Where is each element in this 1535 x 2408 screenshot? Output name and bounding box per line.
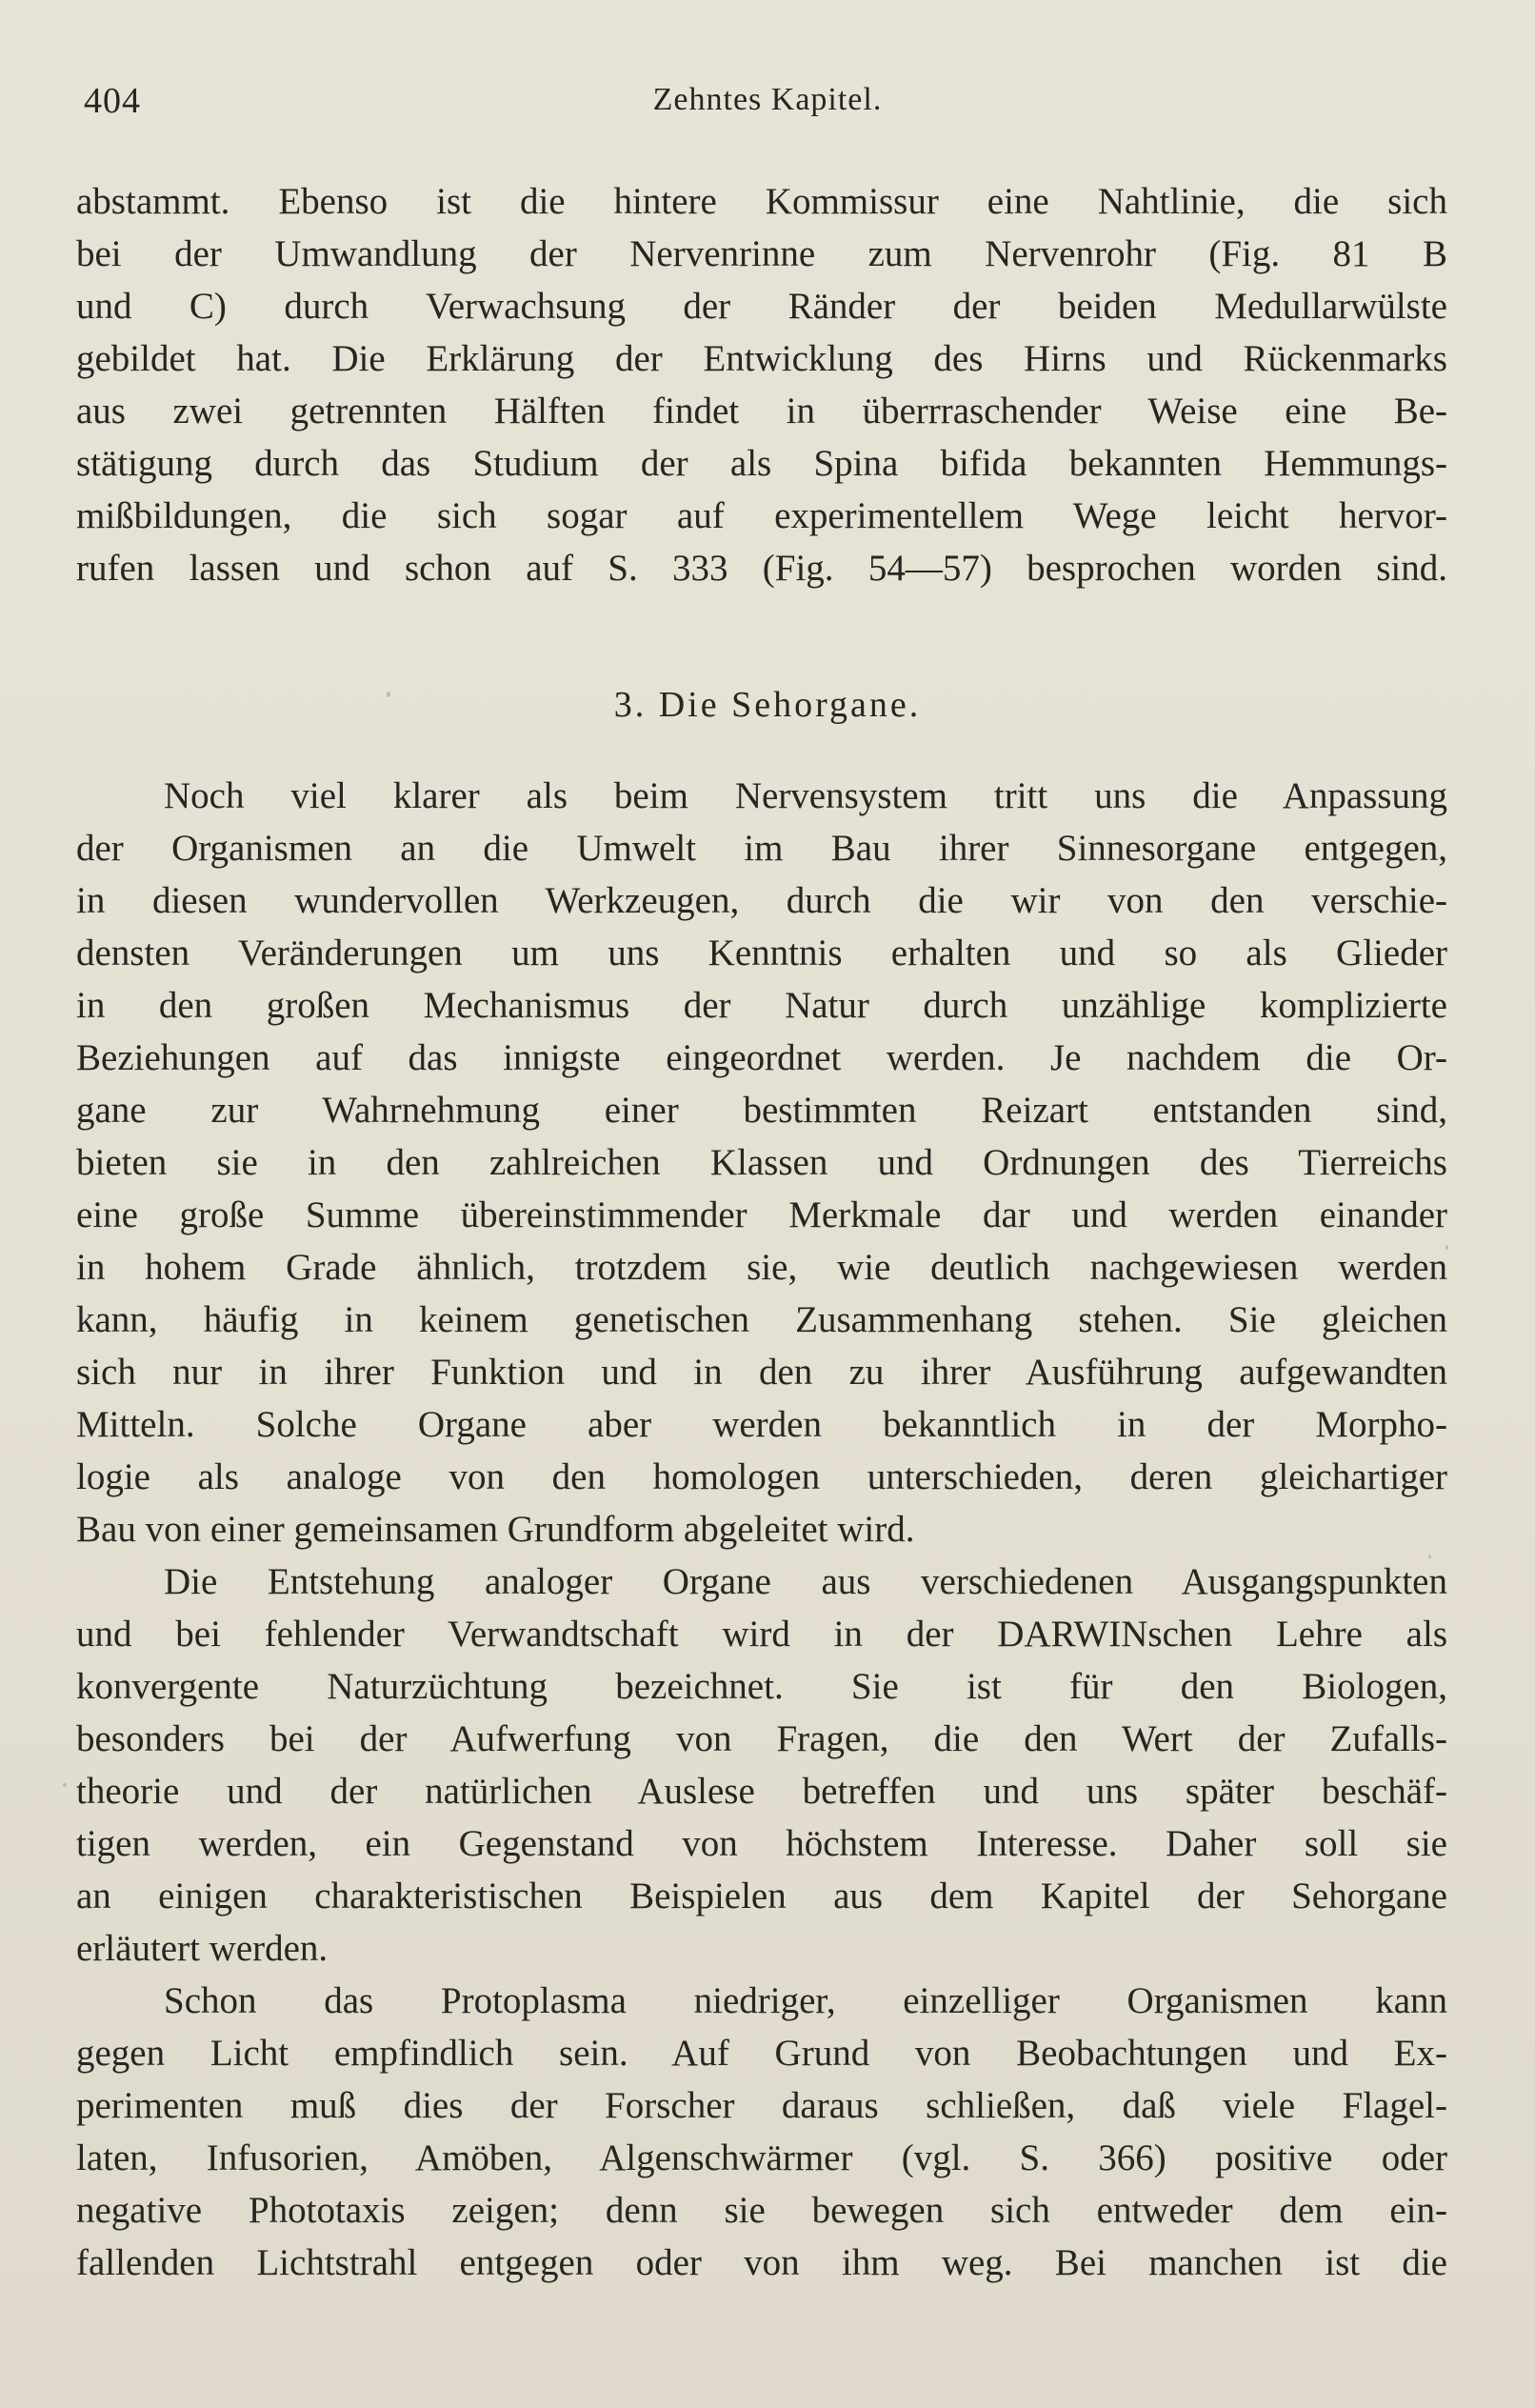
text-line: Mitteln. Solche Organe aber werden bekanntlich in der Morpho-	[76, 1404, 1447, 1445]
text-line: in hohem Grade ähnlich, trotzdem sie, wie deutlich nachgewiesen werden	[76, 1247, 1447, 1288]
text-line: tigen werden, ein Gegenstand von höchstem Interesse. Daher soll sie	[76, 1823, 1447, 1864]
text-line: Bau von einer gemeinsamen Grundform abgeleitet wird.	[76, 1509, 915, 1550]
paper-speck	[1428, 1555, 1431, 1558]
text-line: gebildet hat. Die Erklärung der Entwicklung des Hirns und Rückenmarks	[76, 338, 1447, 379]
text-line: perimenten muß dies der Forscher daraus schließen, daß viele Flagel-	[76, 2085, 1447, 2126]
text-line: sich nur in ihrer Funktion und in den zu ihrer Ausführung aufgewandten	[76, 1352, 1447, 1393]
text-line: bei der Umwandlung der Nervenrinne zum Nervenrohr (Fig. 81 B	[76, 233, 1447, 274]
text-line: in diesen wundervollen Werkzeugen, durch die wir von den verschie-	[76, 880, 1447, 921]
text-line: konvergente Naturzüchtung bezeichnet. Sie ist für den Biologen,	[76, 1666, 1447, 1707]
text-line: Noch viel klarer als beim Nervensystem tritt uns die Anpassung	[164, 775, 1447, 816]
paragraph-sense-organs	[76, 770, 1447, 2289]
paper-speck	[387, 692, 390, 697]
text-line: Beziehungen auf das innigste eingeordnet werden. Je nachdem die Or-	[76, 1037, 1447, 1078]
text-line: densten Veränderungen um uns Kenntnis erhalten und so als Glieder	[76, 933, 1447, 973]
text-line: der Organismen an die Umwelt im Bau ihrer Sinnesorgane entgegen,	[76, 828, 1447, 869]
text-line: in den großen Mechanismus der Natur durch unzählige komplizierte	[76, 985, 1447, 1026]
paper-speck	[63, 1783, 67, 1787]
text-line: stätigung durch das Studium der als Spina bifida bekannten Hemmungs-	[76, 443, 1447, 484]
text-line: an einigen charakteristischen Beispielen aus dem Kapitel der Sehorgane	[76, 1876, 1447, 1916]
text-line: logie als analoge von den homologen unterschieden, deren gleichartiger	[76, 1456, 1447, 1497]
text-line: eine große Summe übereinstimmender Merkmale dar und werden einander	[76, 1194, 1447, 1235]
text-line: bieten sie in den zahlreichen Klassen und Ordnungen des Tierreichs	[76, 1142, 1447, 1183]
text-line: erläutert werden.	[76, 1928, 329, 1969]
text-line: kann, häufig in keinem genetischen Zusammenhang stehen. Sie gleichen	[76, 1299, 1447, 1340]
text-line: theorie und der natürlichen Auslese betreffen und uns später beschäf-	[76, 1771, 1447, 1812]
text-line: rufen lassen und schon auf S. 333 (Fig. 54—57) besprochen worden sind.	[76, 548, 1447, 589]
text-line: gane zur Wahrnehmung einer bestimmten Reizart entstanden sind,	[76, 1090, 1447, 1131]
text-line: und C) durch Verwachsung der Ränder der beiden Medullarwülste	[76, 286, 1447, 327]
text-line: Die Entstehung analoger Organe aus verschiedenen Ausgangspunkten	[164, 1561, 1447, 1602]
text-line: mißbildungen, die sich sogar auf experimentellem Wege leicht hervor-	[76, 495, 1447, 536]
running-head	[84, 80, 1451, 128]
paper-speck	[1445, 1245, 1448, 1250]
text-line: laten, Infusorien, Amöben, Algenschwärmer (vgl. S. 366) positive oder	[76, 2137, 1447, 2178]
text-line: Schon das Protoplasma niedriger, einzelliger Organismen kann	[164, 1980, 1447, 2021]
running-title: Zehntes Kapitel.	[652, 82, 883, 117]
text-line: besonders bei der Aufwerfung von Fragen, die den Wert der Zufalls-	[76, 1718, 1447, 1759]
page-number: 404	[84, 81, 141, 121]
text-line: gegen Licht empfindlich sein. Auf Grund von Beobachtungen und Ex-	[76, 2033, 1447, 2074]
paragraph-nervous-system-closing	[76, 175, 1447, 594]
text-line: aus zwei getrennten Hälften findet in überrraschender Weise eine Be-	[76, 391, 1447, 431]
text-line: abstammt. Ebenso ist die hintere Kommissur eine Nahtlinie, die sich	[76, 181, 1447, 222]
text-line: und bei fehlender Verwandtschaft wird in der DARWINschen Lehre als	[76, 1614, 1447, 1655]
section-heading: 3. Die Sehorgane.	[613, 685, 922, 725]
text-line: fallenden Lichtstrahl entgegen oder von ihm weg. Bei manchen ist die	[76, 2242, 1447, 2283]
text-line: negative Phototaxis zeigen; denn sie bewegen sich entweder dem ein-	[76, 2190, 1447, 2231]
